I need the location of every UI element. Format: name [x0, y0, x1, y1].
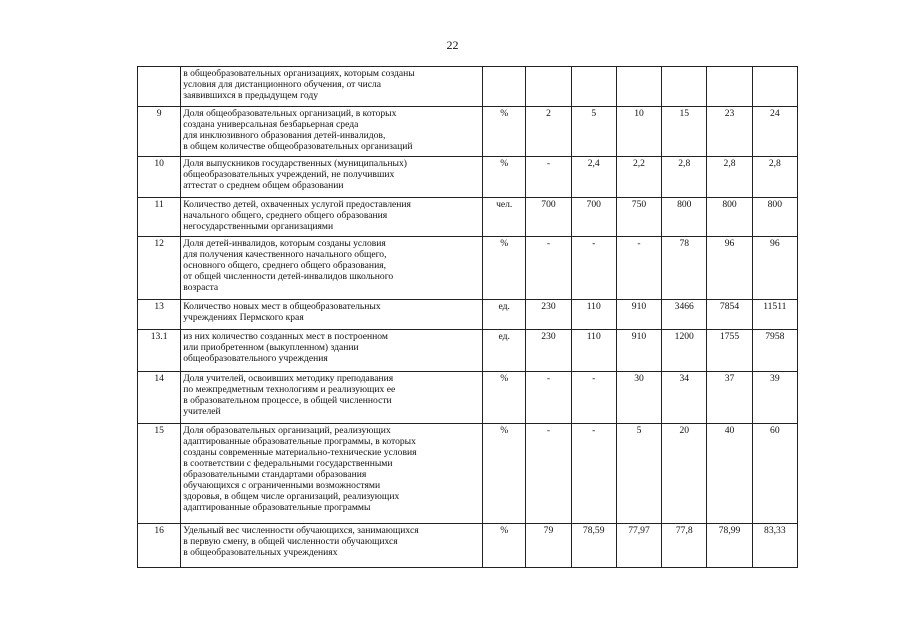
- table-row: [138, 157, 798, 198]
- unit-cell: %: [483, 157, 526, 198]
- value-cell: 2,4: [571, 157, 616, 198]
- value-cell: 3466: [662, 300, 707, 330]
- indicator-cell: Количество детей, охваченных услугой предоставления начального общего, среднего общего образования негосударственными организациями: [181, 198, 483, 237]
- row-number-cell: 10: [138, 157, 181, 198]
- indicator-cell: из них количество созданных мест в построенном или приобретенном (выкупленном) здании общеобразовательного учреждения: [181, 330, 483, 372]
- value-cell: [662, 67, 707, 107]
- row-number-cell: 13.1: [138, 330, 181, 372]
- value-cell: 77,97: [616, 524, 661, 568]
- value-cell: 10: [616, 107, 661, 157]
- value-cell: -: [571, 424, 616, 524]
- value-cell: 1200: [662, 330, 707, 372]
- indicator-cell: в общеобразовательных организациях, которым созданы условия для дистанционного обучения, от числа заявившихся в предыдущем году: [181, 67, 483, 107]
- unit-cell: %: [483, 372, 526, 424]
- value-cell: 110: [571, 330, 616, 372]
- value-cell: 77,8: [662, 524, 707, 568]
- value-cell: 37: [707, 372, 752, 424]
- table-row: [138, 107, 798, 157]
- indicator-cell: Количество новых мест в общеобразовательных учреждениях Пермского края: [181, 300, 483, 330]
- value-cell: 96: [707, 237, 752, 300]
- value-cell: 30: [616, 372, 661, 424]
- value-cell: 800: [752, 198, 797, 237]
- value-cell: [707, 67, 752, 107]
- unit-cell: %: [483, 524, 526, 568]
- indicator-cell: Доля выпускников государственных (муниципальных) общеобразовательных учреждений, не получивших аттестат о среднем общем образовании: [181, 157, 483, 198]
- value-cell: 39: [752, 372, 797, 424]
- unit-cell: %: [483, 237, 526, 300]
- table-row: [138, 524, 798, 568]
- value-cell: 78,99: [707, 524, 752, 568]
- value-cell: 79: [526, 524, 571, 568]
- value-cell: 230: [526, 300, 571, 330]
- table-row: [138, 67, 798, 107]
- unit-cell: [483, 67, 526, 107]
- table-row: [138, 424, 798, 524]
- value-cell: 5: [571, 107, 616, 157]
- value-cell: 2,2: [616, 157, 661, 198]
- value-cell: 24: [752, 107, 797, 157]
- value-cell: 5: [616, 424, 661, 524]
- unit-cell: чел.: [483, 198, 526, 237]
- value-cell: [571, 67, 616, 107]
- table-row: [138, 300, 798, 330]
- value-cell: -: [526, 372, 571, 424]
- row-number-cell: [138, 67, 181, 107]
- unit-cell: %: [483, 107, 526, 157]
- value-cell: -: [526, 424, 571, 524]
- value-cell: 78,59: [571, 524, 616, 568]
- unit-cell: ед.: [483, 330, 526, 372]
- indicator-cell: Доля детей-инвалидов, которым созданы условия для получения качественного начального общего, основного общего, среднего общего образования, от общей численности детей-инвалидов школьного возраста: [181, 237, 483, 300]
- value-cell: 23: [707, 107, 752, 157]
- value-cell: -: [616, 237, 661, 300]
- value-cell: -: [571, 372, 616, 424]
- unit-cell: ед.: [483, 300, 526, 330]
- value-cell: 2: [526, 107, 571, 157]
- page-number: 22: [446, 38, 459, 52]
- value-cell: 800: [662, 198, 707, 237]
- value-cell: [526, 67, 571, 107]
- value-cell: 40: [707, 424, 752, 524]
- table-row: [138, 198, 798, 237]
- value-cell: 83,33: [752, 524, 797, 568]
- value-cell: 78: [662, 237, 707, 300]
- row-number-cell: 16: [138, 524, 181, 568]
- value-cell: 60: [752, 424, 797, 524]
- value-cell: -: [526, 157, 571, 198]
- row-number-cell: 13: [138, 300, 181, 330]
- value-cell: 7854: [707, 300, 752, 330]
- value-cell: -: [526, 237, 571, 300]
- value-cell: 96: [752, 237, 797, 300]
- indicator-cell: Доля образовательных организаций, реализующих адаптированные образовательные программы, в которых созданы современные материально-технические условия в соответствии с федеральными государственными образовательными стандартами образования обучающихся с ограниченными возможностями здоровья, в общем числе организаций, реализующих адаптированные образовательные программы: [181, 424, 483, 524]
- row-number-cell: 11: [138, 198, 181, 237]
- value-cell: -: [571, 237, 616, 300]
- table-row: [138, 372, 798, 424]
- value-cell: [752, 67, 797, 107]
- value-cell: 2,8: [662, 157, 707, 198]
- indicator-cell: Доля учителей, освоивших методику преподавания по межпредметным технологиям и реализующих ее в образовательном процессе, в общей численности учителей: [181, 372, 483, 424]
- value-cell: 1755: [707, 330, 752, 372]
- table-row: [138, 237, 798, 300]
- value-cell: 700: [526, 198, 571, 237]
- value-cell: 700: [571, 198, 616, 237]
- value-cell: 20: [662, 424, 707, 524]
- indicator-cell: Удельный вес численности обучающихся, занимающихся в первую смену, в общей численности обучающихся в общеобразовательных учреждениях: [181, 524, 483, 568]
- value-cell: 910: [616, 330, 661, 372]
- indicators-table: [137, 66, 798, 568]
- value-cell: 11511: [752, 300, 797, 330]
- value-cell: 750: [616, 198, 661, 237]
- row-number-cell: 12: [138, 237, 181, 300]
- value-cell: 2,8: [752, 157, 797, 198]
- value-cell: 2,8: [707, 157, 752, 198]
- value-cell: 34: [662, 372, 707, 424]
- value-cell: 110: [571, 300, 616, 330]
- value-cell: 230: [526, 330, 571, 372]
- table-body: [138, 67, 798, 568]
- value-cell: 7958: [752, 330, 797, 372]
- value-cell: [616, 67, 661, 107]
- value-cell: 800: [707, 198, 752, 237]
- row-number-cell: 9: [138, 107, 181, 157]
- row-number-cell: 15: [138, 424, 181, 524]
- unit-cell: %: [483, 424, 526, 524]
- table-row: [138, 330, 798, 372]
- indicator-cell: Доля общеобразовательных организаций, в которых создана универсальная безбарьерная среда для инклюзивного образования детей-инвалидов, в общем количестве общеобразовательных организаций: [181, 107, 483, 157]
- value-cell: 15: [662, 107, 707, 157]
- value-cell: 910: [616, 300, 661, 330]
- row-number-cell: 14: [138, 372, 181, 424]
